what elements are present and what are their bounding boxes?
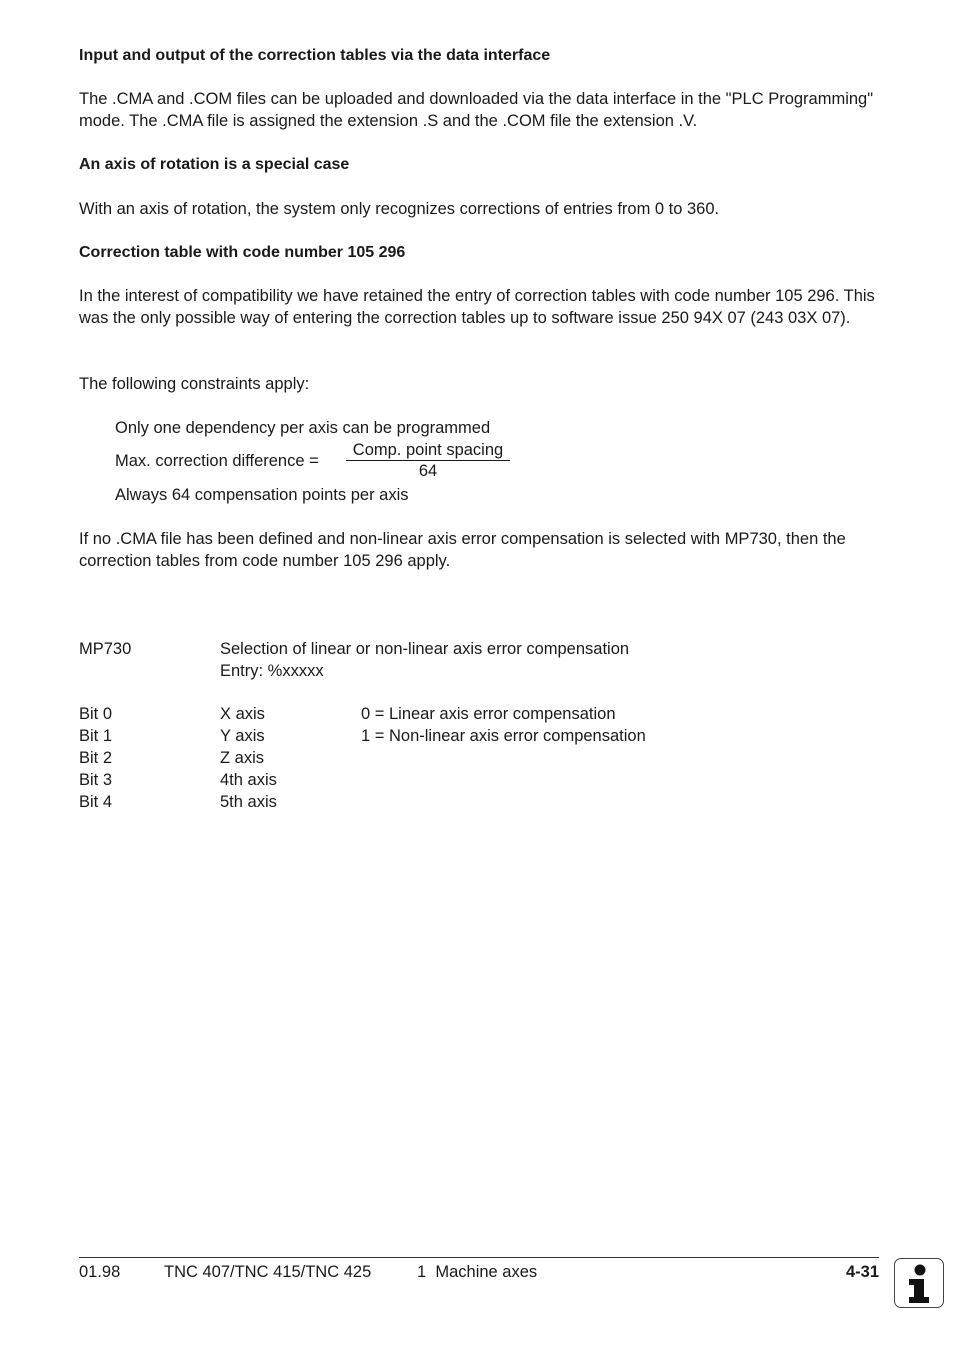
bit-row-axis: X axis [220, 705, 265, 723]
param-mp730-entry: Entry: %xxxxx [220, 662, 324, 680]
footer-product: TNC 407/TNC 415/TNC 425 [164, 1263, 372, 1281]
bit-row-label: Bit 4 [79, 793, 113, 811]
bit-row-axis: 5th axis [220, 793, 277, 811]
constraint-one-dependency: Only one dependency per axis can be programmed [115, 419, 491, 437]
bit-row-label: Bit 2 [79, 749, 113, 767]
bit-row-meaning: 1 = Non-linear axis error compensation [361, 727, 646, 745]
footer-date: 01.98 [79, 1263, 121, 1281]
param-mp730-description: Selection of linear or non-linear axis error compensation [220, 640, 630, 658]
param-mp730: MP730 [79, 640, 132, 658]
paragraph-io-correction-tables: The .CMA and .COM files can be uploaded and downloaded via the data interface in the "PLC Programming" mode. The .CMA file is assigned the extension .S and the .COM file the extension .V. [79, 90, 874, 130]
paragraph-code-number: In the interest of compatibility we have retained the entry of correction tables with code number 105 296. This was the only possible way of entering the correction tables up to software issue 250 94X 07 (243 03X 07). [79, 287, 875, 327]
constraints-intro: The following constraints apply: [79, 375, 310, 393]
bit-row-axis: Z axis [220, 749, 265, 767]
bit-row-label: Bit 1 [79, 727, 113, 745]
constraint-max-correction-fraction [346, 440, 510, 482]
heading-io-correction-tables: Input and output of the correction tables via the data interface [79, 47, 551, 64]
info-icon [894, 1258, 944, 1308]
heading-code-number: Correction table with code number 105 296 [79, 244, 406, 261]
bit-row-axis: 4th axis [220, 771, 277, 789]
footer-chapter: 1 Machine axes [417, 1263, 538, 1281]
footer-divider [79, 1257, 879, 1258]
fraction-numerator: Comp. point spacing [346, 440, 510, 461]
fraction-denominator: 64 [418, 462, 438, 480]
footer-page-number: 4-31 [845, 1263, 879, 1281]
paragraph-axis-of-rotation: With an axis of rotation, the system only recognizes corrections of entries from 0 to 360. [79, 200, 720, 218]
constraint-max-correction-label: Max. correction difference = [115, 452, 319, 470]
info-glyph [895, 1259, 945, 1309]
paragraph-cma-file: If no .CMA file has been defined and non-linear axis error compensation is selected with MP730, then the correction tables from code number 105 296 apply. [79, 530, 846, 570]
bit-row-meaning: 0 = Linear axis error compensation [361, 705, 616, 723]
bit-row-axis: Y axis [220, 727, 265, 745]
constraint-64-points: Always 64 compensation points per axis [115, 486, 409, 504]
bit-row-label: Bit 0 [79, 705, 113, 723]
bit-row-label: Bit 3 [79, 771, 113, 789]
heading-axis-of-rotation: An axis of rotation is a special case [79, 156, 350, 173]
